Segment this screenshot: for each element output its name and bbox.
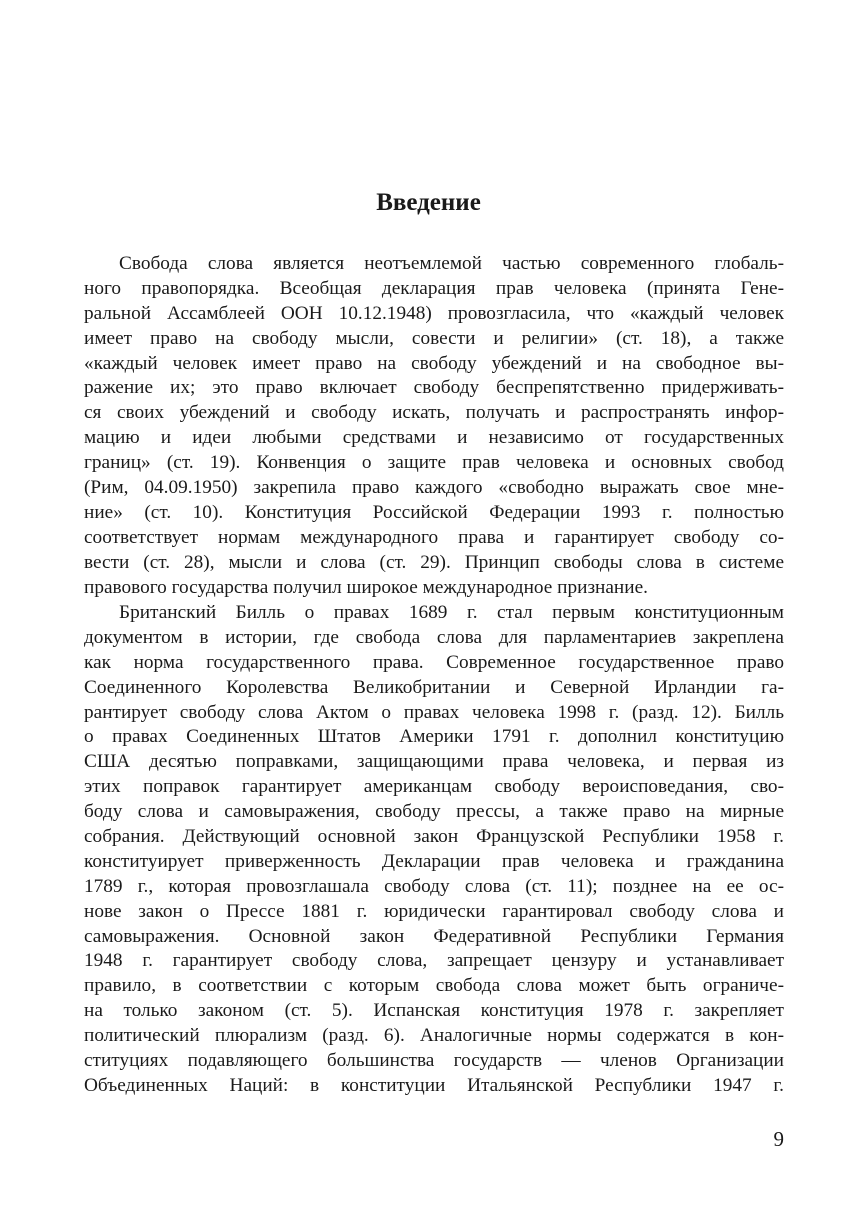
text-line: правило, в соответствии с которым свобода слова может быть ограниче- [84, 975, 784, 997]
page-title: Введение [376, 189, 481, 216]
text-line: политический плюрализм (разд. 6). Аналогичные нормы содержатся в кон- [84, 1025, 784, 1047]
text-line: Свобода слова является неотъемлемой частью современного глобаль- [119, 253, 784, 274]
text-line: Соединенного Королевства Великобритании и Северной Ирландии га- [84, 676, 784, 698]
text-line: боду слова и самовыражения, свободу прессы, а также право на мирные [84, 801, 784, 823]
text-line: Британский Билль о правах 1689 г. стал первым конституционным [119, 602, 784, 623]
paragraph-1 [84, 252, 784, 600]
text-line: ся своих убеждений и свободу искать, получать и распространять инфор- [84, 402, 784, 424]
text-line: о правах Соединенных Штатов Америки 1791 г. дополнил конституцию [84, 726, 784, 748]
text-line: нове закон о Прессе 1881 г. юридически гарантировал свободу слова и [84, 900, 784, 922]
paragraph-2 [84, 601, 784, 1099]
text-line: ного правопорядка. Всеобщая декларация прав человека (принята Гене- [84, 277, 784, 299]
text-line: самовыражения. Основной закон Федеративной Республики Германия [84, 925, 784, 947]
text-line: границ» (ст. 19). Конвенция о защите прав человека и основных свобод [84, 452, 784, 474]
text-line: США десятью поправками, защищающими права человека, и первая из [84, 751, 784, 773]
text-line: (Рим, 04.09.1950) закрепила право каждого «свободно выражать свое мне- [84, 477, 784, 499]
text-line: 1948 г. гарантирует свободу слова, запрещает цензуру и устанавливает [84, 950, 784, 972]
text-line: конституирует приверженность Декларации прав человека и гражданина [84, 850, 784, 872]
text-line: как норма государственного права. Современное государственное право [84, 651, 784, 673]
text-line: мацию и идеи любыми средствами и независимо от государственных [84, 427, 784, 449]
text-line: вести (ст. 28), мысли и слова (ст. 29). Принцип свободы слова в системе [84, 551, 784, 573]
text-line: «каждый человек имеет право на свободу убеждений и на свободное вы- [84, 352, 784, 374]
text-line: ражение их; это право включает свободу беспрепятственно придерживать- [84, 377, 784, 399]
text-line: Объединенных Наций: в конституции Итальянской Республики 1947 г. [84, 1074, 784, 1096]
text-line: соответствует нормам международного права и гарантирует свободу со- [84, 526, 784, 548]
text-line: на только законом (ст. 5). Испанская конституция 1978 г. закрепляет [84, 1000, 784, 1022]
text-line: этих поправок гарантирует американцам свободу вероисповедания, сво- [84, 776, 784, 798]
text-line: документом в истории, где свобода слова для парламентариев закреплена [84, 626, 784, 648]
text-line: правового государства получил широкое международное признание. [84, 576, 648, 598]
text-line: ституциях подавляющего большинства государств — членов Организации [84, 1050, 784, 1072]
text-line: 1789 г., которая провозглашала свободу слова (ст. 11); позднее на ее ос- [84, 875, 784, 897]
text-line: имеет право на свободу мысли, совести и религии» (ст. 18), а также [84, 327, 784, 349]
text-line: рантирует свободу слова Актом о правах человека 1998 г. (разд. 12). Билль [84, 701, 784, 723]
text-line: ние» (ст. 10). Конституция Российской Федерации 1993 г. полностью [84, 501, 784, 523]
page-number: 9 [773, 1127, 784, 1151]
text-line: ральной Ассамблеей ООН 10.12.1948) провозгласила, что «каждый человек [84, 302, 784, 324]
text-line: собрания. Действующий основной закон Французской Республики 1958 г. [84, 826, 784, 848]
